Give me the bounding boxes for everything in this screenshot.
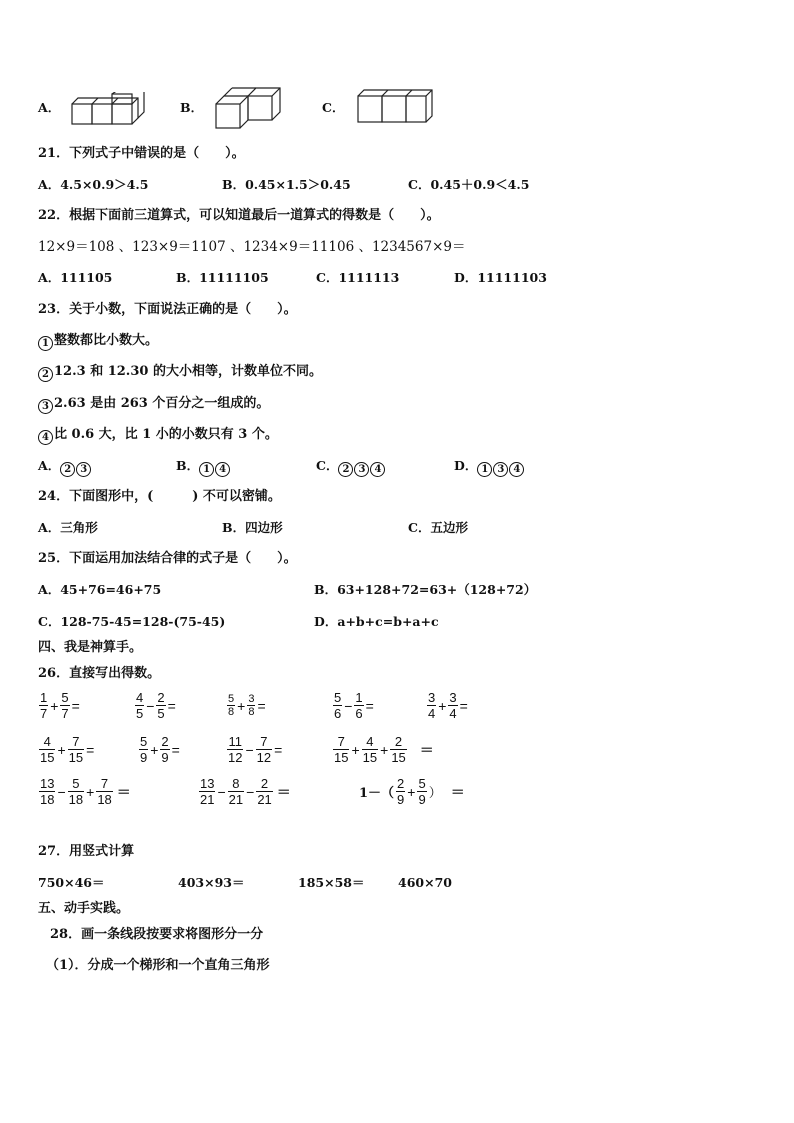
q28-stem: 28．画一条线段按要求将图形分一分 [50, 927, 264, 942]
q21-option-a: A．4.5×0.9＞4.5 [38, 177, 149, 192]
q21-option-c: C．0.45＋0.9＜4.5 [408, 177, 530, 192]
q22-stem: 22．根据下面前三道算式，可以知道最后一道算式的得数是（ ）。 [38, 208, 440, 223]
q26-r2c3: $\frac{11}{12}$ − $\frac{7}{12}$ = [228, 734, 283, 765]
q27-expression-1: 750×46＝ [38, 875, 105, 890]
cube-figure-c [354, 88, 434, 126]
q24-stem: 24．下面图形中，( ) 不可以密铺。 [38, 489, 281, 504]
q25-stem: 25．下面运用加法结合律的式子是（ ）。 [38, 551, 297, 566]
q26-r1c4: $\frac{5}{6}$ − $\frac{1}{6}$ = [334, 690, 374, 721]
q23-statement-2: 2 12.3 和 12.30 的大小相等，计数单位不同。 [38, 364, 322, 382]
q22-formula: 12×9＝108 、123×9＝1107 、1234×9＝11106 、1234567×9＝ [38, 239, 466, 255]
q24-option-a: A．三角形 [38, 520, 98, 535]
q22-option-c: C．1111113 [316, 270, 400, 285]
q26-stem: 26．直接写出得数。 [38, 666, 161, 681]
q26-r3c3: 1－（ $\frac{2}{9}$ + $\frac{5}{9}$ ） ＝ [359, 776, 465, 807]
q26-r1c1: $\frac{1}{7}$ + $\frac{5}{7}$ = [40, 690, 80, 721]
q23-option-c: C． 2 3 4 [316, 458, 386, 477]
section-5-heading: 五、动手实践。 [38, 901, 130, 916]
option-c-label: C． [322, 100, 345, 115]
q23-statement-3: 3 2.63 是由 263 个百分之一组成的。 [38, 396, 269, 414]
q26-r3c2: $\frac{13}{21}$ − $\frac{8}{21}$ − $\frac{2}{21}$ ＝ [200, 776, 291, 807]
q25-option-b: B．63+128+72=63+（128+72） [314, 582, 537, 597]
q28-sub1: （1）．分成一个梯形和一个直角三角形 [46, 958, 270, 973]
option-a-label: A． [38, 100, 61, 115]
q21-stem: 21．下列式子中错误的是（ ）。 [38, 146, 245, 161]
cube-figure-a [68, 92, 148, 128]
q23-option-a: A． 2 3 [38, 458, 92, 477]
q27-expression-2: 403×93＝ [178, 875, 245, 890]
q23-option-b: B． 1 4 [176, 458, 231, 477]
section-4-heading: 四、我是神算手。 [38, 640, 143, 655]
q23-stem: 23．关于小数，下面说法正确的是（ ）。 [38, 302, 297, 317]
q22-option-d: D．11111103 [454, 270, 547, 285]
q27-expression-4: 460×70 [398, 875, 452, 890]
q24-option-b: B．四边形 [222, 520, 283, 535]
q21-option-b: B．0.45×1.5＞0.45 [222, 177, 351, 192]
q22-option-b: B．11111105 [176, 270, 269, 285]
option-b-label: B． [180, 100, 204, 115]
q25-option-a: A．45+76=46+75 [38, 582, 162, 597]
q22-option-a: A．111105 [38, 270, 113, 285]
q23-option-d: D． 1 3 4 [454, 458, 525, 477]
q26-r2c1: $\frac{4}{15}$ + $\frac{7}{15}$ = [40, 734, 95, 765]
cube-figure-b [212, 86, 284, 132]
q26-r1c2: $\frac{4}{5}$ − $\frac{2}{5}$ = [136, 690, 176, 721]
q23-statement-4: 4 比 0.6 大，比 1 小的小数只有 3 个。 [38, 427, 278, 445]
q23-statement-1: 1 整数都比小数大。 [38, 333, 158, 351]
q27-expression-3: 185×58＝ [298, 875, 365, 890]
q25-option-d: D．a+b+c=b+a+c [314, 614, 439, 629]
q24-option-c: C．五边形 [408, 520, 468, 535]
q26-r1c3: $\frac{5}{8}$ + $\frac{3}{8}$ = [228, 693, 266, 718]
q27-stem: 27．用竖式计算 [38, 844, 135, 859]
q26-r2c2: $\frac{5}{9}$ + $\frac{2}{9}$ = [140, 734, 180, 765]
q26-r3c1: $\frac{13}{18}$ − $\frac{5}{18}$ + $\frac{7}{18}$ ＝ [40, 776, 131, 807]
q26-r2c4: $\frac{7}{15}$ + $\frac{4}{15}$ + $\frac{2}{15}$ ＝ [334, 734, 434, 765]
q25-option-c: C．128-75-45=128-(75-45) [38, 614, 226, 629]
q26-r1c5: $\frac{3}{4}$ + $\frac{3}{4}$ = [428, 690, 468, 721]
